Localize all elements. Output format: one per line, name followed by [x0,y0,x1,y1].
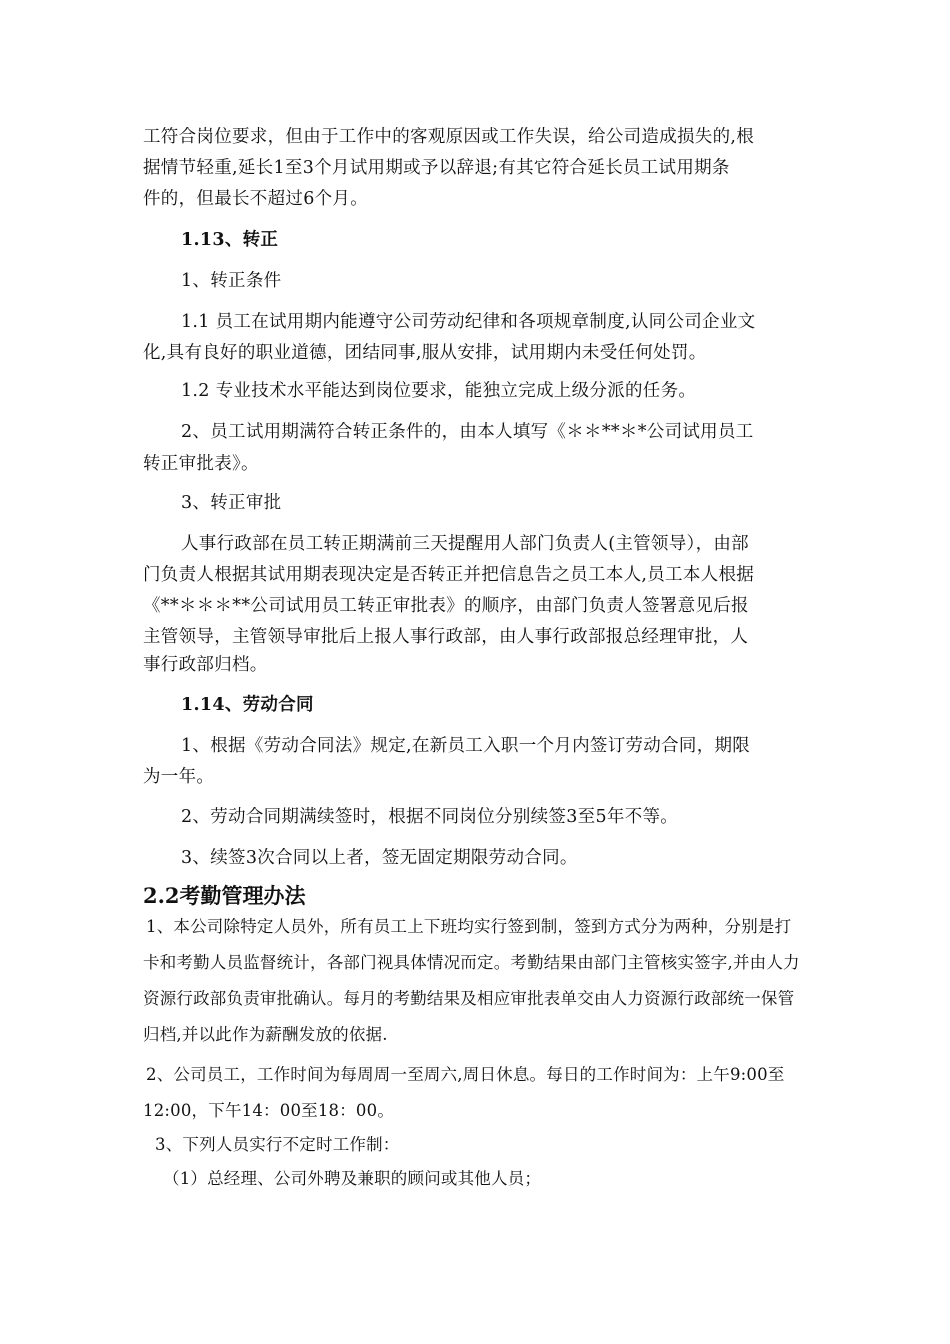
body-text-line: 为一年。 [143,767,215,787]
section-heading: 2.2考勤管理办法 [143,883,306,908]
body-text-line: 12:00，下午14：00至18：00。 [143,1101,395,1120]
body-text-line: 2、公司员工，工作时间为每周周一至周六,周日休息。每日的工作时间为：上午9:00至 [146,1065,785,1084]
body-text-line: 3、下列人员实行不定时工作制： [155,1135,400,1154]
body-text-line: （1）总经理、公司外聘及兼职的顾问或其他人员； [163,1169,542,1188]
body-text-line: 化,具有良好的职业道德，团结同事,服从安排，试用期内未受任何处罚。 [143,343,707,363]
body-text-line: 《**＊＊＊**公司试用员工转正审批表》的顺序，由部门负责人签署意见后报 [143,596,749,616]
body-text-line: 卡和考勤人员监督统计，各部门视具体情况而定。考勤结果由部门主管核实签字,并由人力 [143,953,800,972]
body-text-line: 转正审批表》。 [143,454,259,474]
body-text-line: 3、续签3次合同以上者，签无固定期限劳动合同。 [181,848,578,868]
body-text-line: 据情节轻重,延长1至3个月试用期或予以辞退;有其它符合延长员工试用期条 [143,158,730,178]
subsection-heading: 1.13、转正 [181,230,279,250]
subsection-heading: 1.14、劳动合同 [181,695,314,715]
body-text-line: 2、劳动合同期满续签时，根据不同岗位分别续签3至5年不等。 [181,807,679,827]
body-text-line: 门负责人根据其试用期表现决定是否转正并把信息告之员工本人,员工本人根据 [143,565,755,585]
body-text-line: 1.2 专业技术水平能达到岗位要求，能独立完成上级分派的任务。 [181,381,697,401]
body-text-line: 工符合岗位要求，但由于工作中的客观原因或工作失误，给公司造成损失的,根 [143,127,755,147]
body-text-line: 事行政部归档。 [143,655,268,675]
body-text-line: 1、转正条件 [181,271,282,291]
body-text-line: 件的，但最长不超过6个月。 [143,189,369,209]
body-text-line: 主管领导，主管领导审批后上报人事行政部，由人事行政部报总经理审批，人 [143,627,749,647]
body-text-line: 资源行政部负责审批确认。每月的考勤结果及相应审批表单交由人力资源行政部统一保管 [143,989,795,1008]
body-text-line: 1、根据《劳动合同法》规定,在新员工入职一个月内签订劳动合同，期限 [181,736,751,756]
body-text-line: 人事行政部在员工转正期满前三天提醒用人部门负责人(主管领导），由部 [181,534,749,554]
body-text-line: 归档,并以此作为薪酬发放的依据. [143,1025,388,1044]
body-text-line: 1.1 员工在试用期内能遵守公司劳动纪律和各项规章制度,认同公司企业文 [181,312,756,332]
body-text-line: 2、员工试用期满符合转正条件的，由本人填写《＊＊**＊*公司试用员工 [181,422,754,442]
body-text-line: 3、转正审批 [181,493,282,513]
body-text-line: 1、本公司除特定人员外，所有员工上下班均实行签到制，签到方式分为两种，分别是打 [146,917,792,936]
